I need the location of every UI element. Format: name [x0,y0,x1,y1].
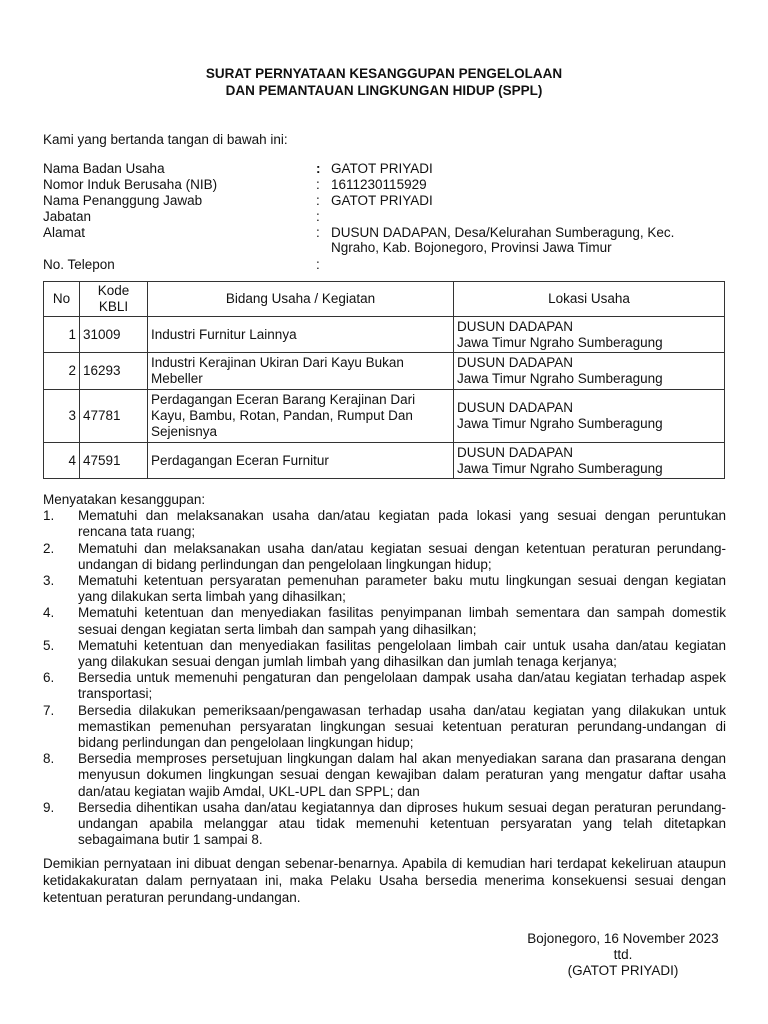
row-lokasi [454,353,725,390]
signature-name: (GATOT PRIYADI) [567,963,679,978]
row-no: 2 [44,353,80,390]
row-bidang: Perdagangan Eceran Barang Kerajinan Dari Kayu, Bambu, Rotan, Pandan, Rumput Dan Sejenisnya [148,390,454,443]
item-number: 9. [43,799,55,815]
item-number: 3. [43,573,55,589]
document-title-line2: DAN PEMANTAUAN LINGKUNGAN HIDUP (SPPL) [225,83,543,98]
row-lokasi [454,390,725,443]
item-number: 6. [43,670,55,686]
row-no: 4 [44,443,80,479]
row-lokasi [454,317,725,353]
item-number: 1. [43,508,55,524]
pledge-list [43,508,726,848]
table-row [44,443,725,479]
item-number: 4. [43,605,55,621]
alamat-line1: DUSUN DADAPAN, Desa/Kelurahan Sumberagung, Kec. [331,225,675,240]
header-kode-kbli [80,282,148,317]
item-number: 7. [43,702,55,718]
lokasi-line2: Jawa Timur Ngraho Sumberagung [457,334,663,350]
item-text: Mematuhi dan melaksanakan usaha dan/atau kegiatan sesuai dengan ketentuan peraturan perundang-undangan di bidang perlindungan dan pengelolaan lingkungan hidup; [78,540,726,572]
telepon-label: No. Telepon [43,257,115,272]
list-item [43,638,726,670]
item-text: Mematuhi ketentuan dan menyediakan fasilitas pengelolaan limbah cair untuk usaha dan/atau kegiatan yang dilakukan sesuai dengan jumlah limbah yang dihasilkan dan jumlah tenaga kerjanya; [78,637,726,670]
row-kode: 16293 [80,353,148,390]
list-item [43,751,726,800]
table-row [44,317,725,353]
row-kode: 31009 [80,317,148,353]
item-text: Mematuhi ketentuan dan menyediakan fasilitas penyimpanan limbah sementara dan sampah domestik sesuai dengan kegiatan serta limbah dan sampah yang dihasilkan; [78,605,726,637]
item-text: Mematuhi dan melaksanakan usaha dan/atau kegiatan pada lokasi yang sesuai dengan peruntukan rencana tata ruang; [78,508,726,540]
item-text: Bersedia memproses persetujuan lingkungan dalam hal akan menyediakan sarana dan prasarana dengan menyusun dokumen lingkungan sesuai dengan kewajiban dalam peraturan yang mengatur daftar usaha dan/atau kegiatan wajib Amdal, UKL-UPL dan SPPL; dan [78,751,726,799]
row-bidang: Perdagangan Eceran Furnitur [148,443,454,479]
lokasi-line2: Jawa Timur Ngraho Sumberagung [457,416,663,431]
header-no: No [44,282,80,317]
header-bidang: Bidang Usaha / Kegiatan [148,282,454,317]
item-text: Mematuhi ketentuan persyaratan pemenuhan parameter baku mutu lingkungan sesuai dengan kegiatan yang dilakukan serta limbah yang dihasilkan; [78,573,726,605]
colon: : [316,225,320,240]
lokasi-line1: DUSUN DADAPAN [457,400,574,415]
alamat-line2: Ngraho, Kab. Bojonegoro, Provinsi Jawa Timur [331,240,612,255]
closing-paragraph: Demikian pernyataan ini dibuat dengan sebenar-benarnya. Apabila di kemudian hari terdapat kekeliruan ataupun ketidakakuratan dalam pernyataan ini, maka Pelaku Usaha bersedia menerima konsekuensi sesuai dengan ketentuan peraturan perundang-undangan. [43,856,726,905]
jabatan-label: Jabatan [43,209,92,224]
colon: : [316,193,320,208]
pledge-section [43,492,726,848]
intro-text: Kami yang bertanda tangan di bawah ini: [43,132,288,147]
row-no: 1 [44,317,80,353]
list-item [43,573,726,605]
item-text: Bersedia dihentikan usaha dan/atau kegiatannya dan diproses hukum sesuai degan peraturan perundang-undangan apabila melanggar atau tidak memenuhi ketentuan persyaratan yang telah ditetapkan sebagaimana butir 1 sampai 8. [78,799,726,848]
lokasi-line1: DUSUN DADAPAN [457,444,574,460]
row-kode: 47591 [80,443,148,479]
list-item [43,541,726,573]
header-kode-line1: Kode [97,283,130,298]
list-item [43,605,726,637]
lokasi-line2: Jawa Timur Ngraho Sumberagung [457,460,663,476]
nib-label: Nomor Induk Berusaha (NIB) [43,177,218,192]
table-row [44,353,725,390]
item-number: 8. [43,751,55,767]
colon: : [316,209,320,224]
lokasi-line2: Jawa Timur Ngraho Sumberagung [457,371,663,386]
row-bidang: Industri Kerajinan Ukiran Dari Kayu Bukan Mebeller [148,353,454,390]
row-lokasi [454,443,725,479]
table-header-row [44,282,725,317]
lokasi-line1: DUSUN DADAPAN [457,318,574,334]
list-item [43,508,726,540]
item-text: Bersedia untuk memenuhi pengaturan dan pengelolaan dampak usaha dan/atau kegiatan terhadap aspek transportasi; [78,670,726,702]
signature-place-date: Bojonegoro, 16 November 2023 [527,931,719,946]
list-item [43,670,726,702]
list-item [43,800,726,849]
header-lokasi: Lokasi Usaha [454,282,725,317]
table-row [44,390,725,443]
item-number: 5. [43,637,55,653]
nib-value: 1611230115929 [331,177,427,192]
pledge-intro: Menyatakan kesanggupan: [43,492,206,507]
nama-badan-value: GATOT PRIYADI [331,161,433,176]
item-number: 2. [43,540,55,556]
nama-badan-label: Nama Badan Usaha [43,161,165,176]
alamat-label: Alamat [43,225,86,240]
row-kode: 47781 [80,390,148,443]
lokasi-line1: DUSUN DADAPAN [457,355,574,370]
colon: : [316,161,321,176]
item-text: Bersedia dilakukan pemeriksaan/pengawasan terhadap usaha dan/atau kegiatan yang dilakukan untuk memastikan pemenuhan persyaratan lingkungan sesuai ketentuan peraturan perundang-undangan di bidang perlindungan dan pengelolaan lingkungan hidup; [78,702,726,751]
penanggung-label: Nama Penanggung Jawab [43,193,203,208]
list-item [43,703,726,752]
header-kode-line2: KBLI [98,299,129,314]
row-no: 3 [44,390,80,443]
colon: : [316,257,320,272]
document-title-line1: SURAT PERNYATAAN KESANGGUPAN PENGELOLAAN [205,66,563,81]
row-bidang: Industri Furnitur Lainnya [148,317,454,353]
colon: : [316,177,320,192]
penanggung-value: GATOT PRIYADI [331,193,433,208]
kbli-table [43,281,725,479]
signature-ttd: ttd. [613,947,633,962]
